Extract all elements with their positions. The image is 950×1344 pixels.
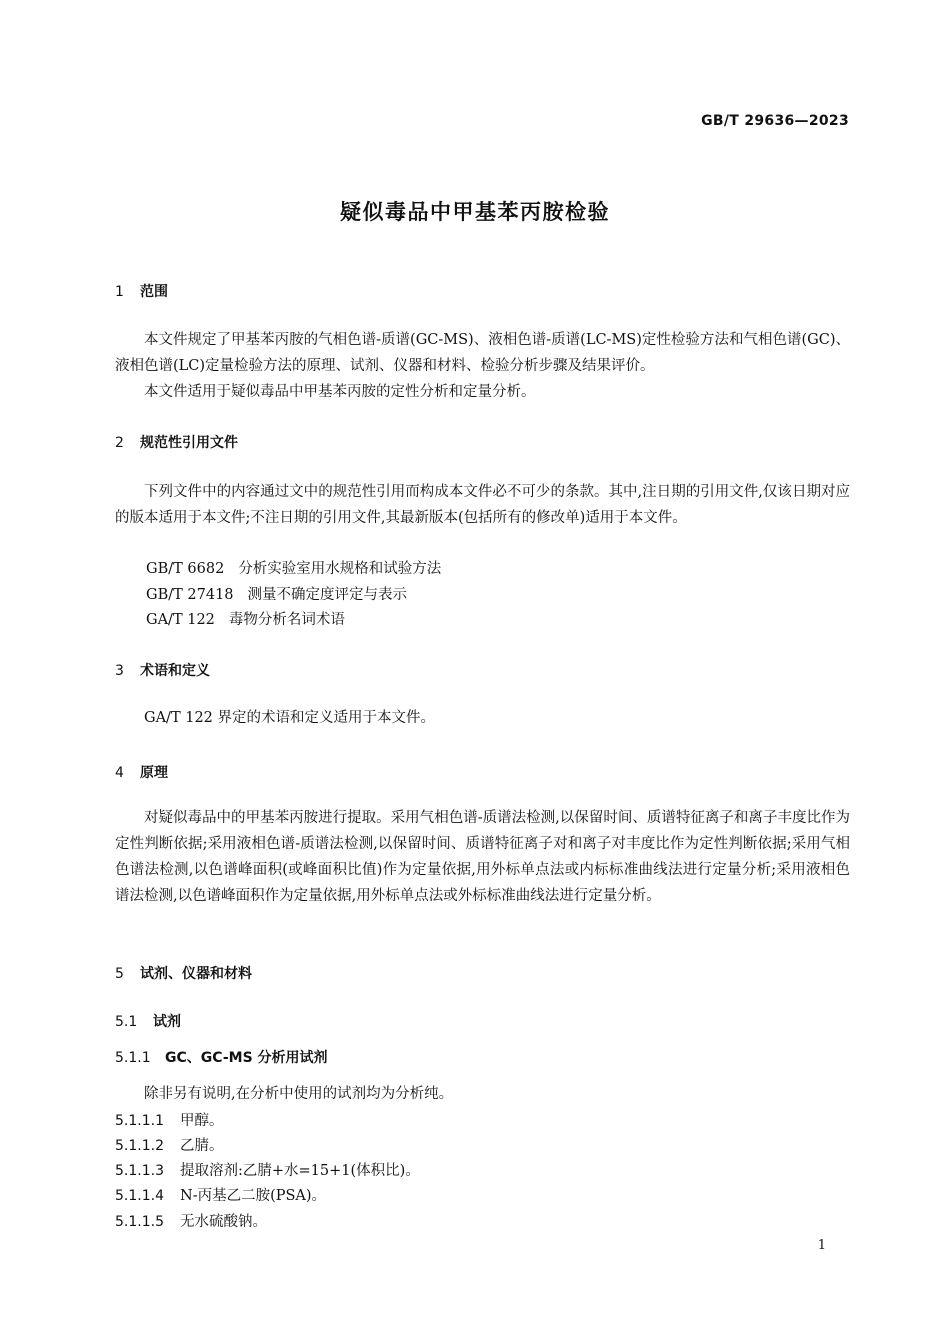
list-item	[115, 1184, 326, 1205]
section-2-heading	[115, 432, 238, 452]
item-text: 甲醇。	[180, 1113, 224, 1129]
subsection-number: 5.1.1	[115, 1050, 151, 1066]
section-4-paragraph-1: 对疑似毒品中的甲基苯丙胺进行提取。采用气相色谱-质谱法检测,以保留时间、质谱特征离子和离子丰度比作为定性判断依据;采用液相色谱-质谱法检测,以保留时间、质谱特征离子对和离子对丰度比作为定性判断依据;采用气相色谱法检测,以色谱峰面积(或峰面积比值)作为定量依据,用外标单点法或内标标准曲线法进行定量分析;采用液相色谱法检测,以色谱峰面积作为定量依据,用外标单点法或外标标准曲线法进行定量分析。	[115, 810, 850, 904]
section-number: 2	[115, 435, 124, 451]
subsection-5-1-heading	[115, 1011, 181, 1031]
reference-name: 测量不确定度评定与表示	[247, 587, 408, 603]
section-number: 5	[115, 966, 124, 982]
section-5-heading	[115, 963, 252, 983]
item-text: 提取溶剂:乙腈+水=15+1(体积比)。	[180, 1163, 420, 1179]
section-number: 4	[115, 765, 124, 781]
subsection-5-1-1-paragraph: 除非另有说明,在分析中使用的试剂均为分析纯。	[144, 1086, 454, 1102]
list-item	[115, 1134, 224, 1155]
section-title: 原理	[140, 765, 168, 781]
section-1-heading	[115, 281, 168, 301]
section-1-paragraph-1: 本文件规定了甲基苯丙胺的气相色谱-质谱(GC-MS)、液相色谱-质谱(LC-MS)定性检验方法和气相色谱(GC)、液相色谱(LC)定量检验方法的原理、试剂、仪器和材料、检验分析步骤及结果评价。	[115, 332, 850, 374]
section-number: 3	[115, 663, 124, 679]
section-3-heading	[115, 660, 210, 680]
reference-name: 分析实验室用水规格和试验方法	[238, 561, 442, 577]
list-item	[115, 1109, 224, 1130]
reference-item	[146, 557, 441, 578]
document-title: 疑似毒品中甲基苯丙胺检验	[340, 200, 610, 224]
item-number: 5.1.1.4	[115, 1188, 164, 1204]
item-number: 5.1.1.2	[115, 1138, 164, 1154]
section-title: 范围	[140, 284, 168, 300]
item-text: 无水硫酸钠。	[180, 1214, 267, 1230]
list-item	[115, 1210, 267, 1231]
subsection-title: GC、GC-MS 分析用试剂	[165, 1050, 328, 1066]
reference-item	[146, 608, 345, 629]
section-title: 术语和定义	[140, 663, 210, 679]
item-text: 乙腈。	[180, 1138, 224, 1154]
list-item	[115, 1159, 420, 1180]
page-number: 1	[817, 1238, 826, 1253]
item-number: 5.1.1.5	[115, 1214, 164, 1230]
section-number: 1	[115, 284, 124, 300]
subsection-5-1-1-heading	[115, 1047, 328, 1067]
section-4-heading	[115, 762, 168, 782]
reference-code: GB/T 6682	[146, 561, 225, 577]
reference-code: GA/T 122	[146, 612, 215, 628]
subsection-number: 5.1	[115, 1014, 138, 1030]
section-2-paragraph-1: 下列文件中的内容通过文中的规范性引用而构成本文件必不可少的条款。其中,注日期的引用文件,仅该日期对应的版本适用于本文件;不注日期的引用文件,其最新版本(包括所有的修改单)适用于本文件。	[115, 484, 850, 526]
standard-number: GB/T 29636—2023	[701, 113, 849, 129]
subsection-title: 试剂	[153, 1014, 181, 1030]
reference-code: GB/T 27418	[146, 587, 234, 603]
reference-name: 毒物分析名词术语	[228, 612, 345, 628]
section-1-paragraph-2: 本文件适用于疑似毒品中甲基苯丙胺的定性分析和定量分析。	[144, 384, 536, 400]
item-text: N-丙基乙二胺(PSA)。	[180, 1188, 327, 1204]
section-title: 试剂、仪器和材料	[140, 966, 252, 982]
section-3-paragraph-1: GA/T 122 界定的术语和定义适用于本文件。	[144, 710, 436, 726]
item-number: 5.1.1.3	[115, 1163, 164, 1179]
section-title: 规范性引用文件	[140, 435, 238, 451]
reference-item	[146, 583, 407, 604]
item-number: 5.1.1.1	[115, 1113, 164, 1129]
